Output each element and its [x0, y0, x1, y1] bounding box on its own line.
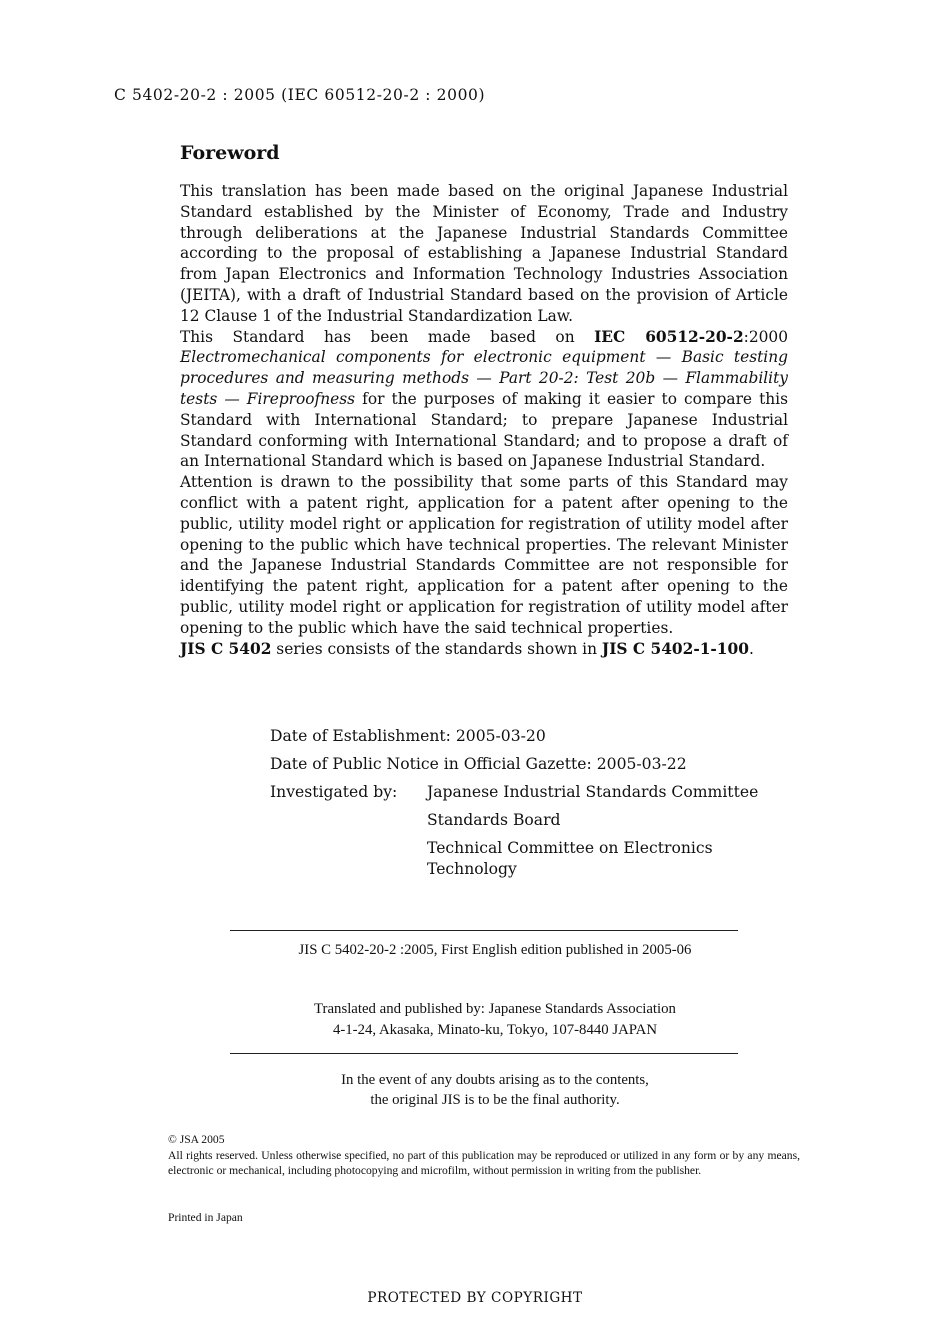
foreword-paragraph-1: This translation has been made based on the original Japanese Industrial Standard established by the Minister of Economy, Trade and Industry through deliberations at the Japanese Industrial Standards Committee according to the proposal of establishing a Japanese Industrial Standard from Japan Electronics and Information Technology Industries Association (JEITA), with a draft of Industrial Standard based on the provision of Article 12 Clause 1 of the Industrial Standardization Law. — [180, 182, 788, 325]
foreword-paragraph-3: Attention is drawn to the possibility that some parts of this Standard may conflict with a patent right, application for a patent after opening to the public, utility model right or application for registration of utility model after opening to the public which have technical properties. The relevant Minister and the Japanese Industrial Standards Committee are not responsible for identifying the patent right, application for a patent after opening to the public, utility model right or application for registration of utility model after opening to the public which have the said technical properties. — [180, 473, 788, 637]
investigated-by-label: Investigated by: — [270, 783, 398, 801]
p2-lead: This Standard has been made based on — [180, 327, 595, 346]
foreword-paragraph-4 — [180, 639, 788, 660]
copyright-symbol-line: © JSA 2005 — [168, 1133, 225, 1146]
bottom-rule — [230, 1053, 738, 1054]
iec-reference-title: Electromechanical components for electronic equipment — Basic testing procedures and measuring methods — Part 20-2: Test 20b — Flammability tests — Fireproofness — [180, 348, 788, 408]
date-of-establishment: Date of Establishment: 2005-03-20 — [270, 727, 546, 745]
iec-reference-code: IEC 60512-20-2 — [594, 327, 744, 346]
protected-by-copyright: PROTECTED BY COPYRIGHT — [367, 1290, 583, 1306]
copyright-block — [168, 1132, 800, 1179]
address-line: 4-1-24, Akasaka, Minato-ku, Tokyo, 107-8440 JAPAN — [332, 1022, 658, 1038]
foreword-paragraph-2 — [180, 327, 788, 473]
running-head: C 5402-20-2 : 2005 (IEC 60512-20-2 : 2000) — [114, 86, 486, 104]
date-of-public-notice: Date of Public Notice in Official Gazette: 2005-03-22 — [270, 755, 687, 773]
investigated-by-technical-committee-cont: Technology — [427, 860, 517, 878]
investigated-by-board: Standards Board — [427, 811, 561, 829]
p4-mid: series consists of the standards shown in — [271, 639, 602, 658]
foreword-body — [180, 181, 788, 659]
p2-tail: for the purposes of making it easier to compare this Standard with International Standard; to prepare Japanese Industrial Standard conforming with International Standard; and to propose a draft of an International Standard which is based on Japanese Industrial Standard. — [180, 389, 788, 471]
iec-reference-year: :2000 — [743, 327, 789, 346]
translated-by-line: Translated and published by: Japanese Standards Association — [314, 1001, 676, 1017]
printed-in-japan: Printed in Japan — [168, 1211, 243, 1224]
top-rule — [230, 930, 738, 931]
doubt-note-line-2: the original JIS is to be the final authority. — [370, 1092, 620, 1108]
doubt-note-line-1: In the event of any doubts arising as to the contents, — [341, 1072, 649, 1088]
investigated-by-technical-committee: Technical Committee on Electronics — [427, 839, 713, 857]
foreword-title: Foreword — [180, 142, 280, 164]
investigated-by-committee: Japanese Industrial Standards Committee — [427, 783, 759, 801]
series-reference-code: JIS C 5402-1-100 — [601, 639, 749, 658]
p4-end: . — [748, 639, 754, 658]
edition-line: JIS C 5402-20-2 :2005, First English edition published in 2005-06 — [298, 942, 692, 958]
rights-notice: All rights reserved. Unless otherwise specified, no part of this publication may be reproduced or utilized in any form or by any means, electronic or mechanical, including photocopying and microfilm, without permission in writing from the publisher. — [168, 1148, 800, 1177]
series-code: JIS C 5402 — [180, 639, 272, 658]
